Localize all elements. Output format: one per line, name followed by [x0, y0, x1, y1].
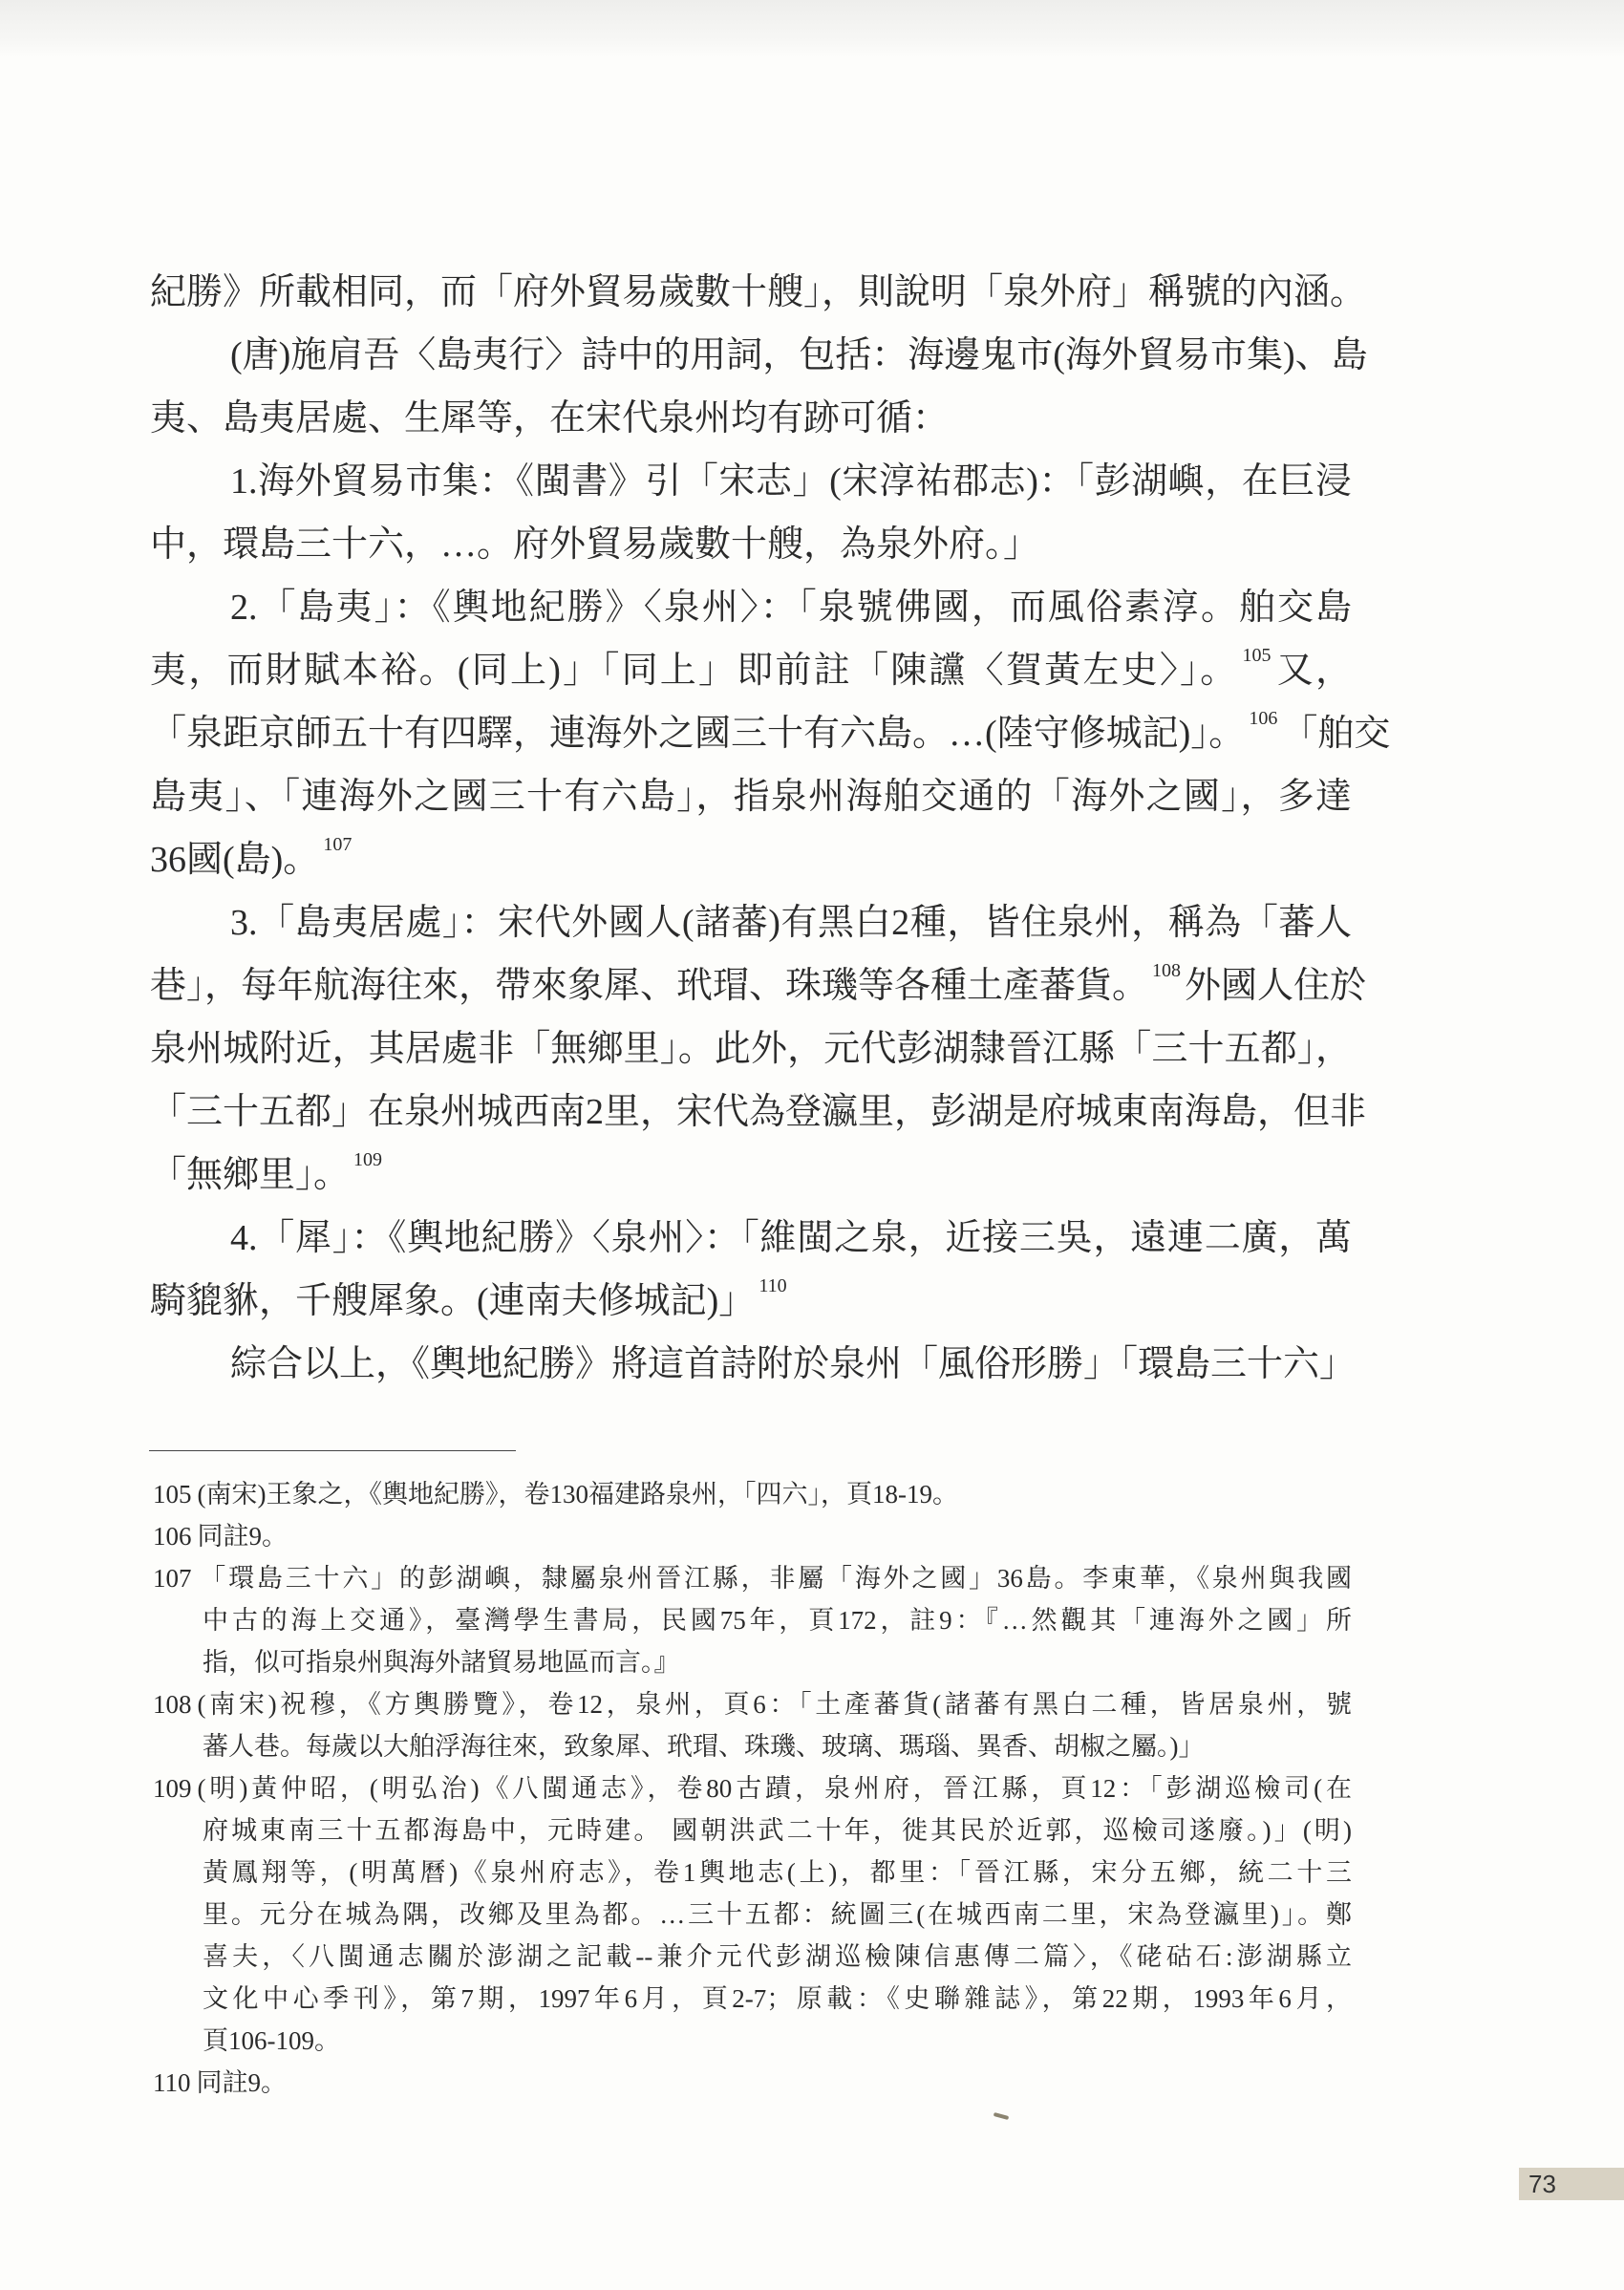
body-text-run: (唐)施肩吾〈島夷行〉詩中的用詞，包括：海邊鬼市(海外貿易市集)、島 [230, 335, 1368, 375]
footnote-number: 110 [153, 2068, 191, 2097]
body-text-run: 島夷」、「連海外之國三十有六島」，指泉州海舶交通的「海外之國」，多達 [150, 777, 1352, 817]
footnote-text: (南宋)王象之，《輿地紀勝》，卷130福建路泉州，「四六」，頁18-19。 [197, 1480, 958, 1509]
body-text-run: 中，環島三十六，…。府外貿易歲數十艘，為泉外府。」 [150, 524, 1040, 565]
footnote-text: 黃鳳翔等，(明萬曆)《泉州府志》，卷1輿地志(上)，都里：「晉江縣，宋分五鄉，統二十三 [203, 1858, 1352, 1887]
footnote-separator [149, 1450, 516, 1451]
page-number: 73 [1519, 2168, 1624, 2200]
footnote-text: 「環島三十六」的彭湖嶼，隸屬泉州晉江縣，非屬「海外之國」36島。李東華，《泉州與我國 [197, 1564, 1352, 1593]
body-line [150, 1333, 1357, 1396]
footnote-reference[interactable]: 108 [1152, 960, 1182, 981]
footnote-line [153, 1473, 1352, 1515]
body-line [150, 1207, 1352, 1270]
body-line [150, 261, 1367, 324]
footnote-reference[interactable]: 110 [759, 1275, 787, 1296]
footnote-text: 頁106-109。 [203, 2026, 340, 2055]
body-line [150, 513, 1352, 576]
body-text-run: 「無鄉里」。 [150, 1155, 351, 1195]
footnote-line [153, 1851, 1352, 1894]
footnote-text: 文化中心季刊》，第7期，1997年6月，頁2-7；原載：《史聯雜誌》，第22期，1993年6月， [203, 1984, 1352, 2013]
scan-speck [994, 2112, 1009, 2120]
footnote-line [153, 1599, 1352, 1641]
footnote-line [153, 1725, 1352, 1767]
footnote-text: 蕃人巷。每歲以大舶浮海往來，致象犀、玳瑁、珠璣、玻璃、瑪瑙、異香、胡椒之屬。)」 [203, 1732, 1205, 1761]
footnote-line [153, 1809, 1352, 1851]
footnote-reference[interactable]: 106 [1249, 708, 1278, 729]
footnote-text: 里。元分在城為隅，改鄉及里為都。…三十五都：統圖三(在城西南二里，宋為登瀛里)」。鄭 [203, 1900, 1352, 1929]
body-text-run: 2.「島夷」：《輿地紀勝》〈泉州〉：「泉號佛國，而風俗素淳。舶交島 [230, 588, 1352, 628]
footnote-number: 105 [153, 1480, 192, 1509]
footnote-number: 107 [153, 1564, 192, 1593]
footnote-reference[interactable]: 107 [323, 834, 353, 855]
body-line [150, 387, 1352, 450]
footnote-line [153, 2062, 1352, 2104]
footnote-text: 喜夫，〈八閩通志關於澎湖之記載--兼介元代彭湖巡檢陳信惠傳二篇〉，《硓𥑮石:澎湖縣立 [203, 1942, 1352, 1971]
footnote-text: 同註9。 [197, 1522, 288, 1551]
body-text-run: 又， [1274, 651, 1352, 691]
footnote-text: 府城東南三十五都海島中，元時建。 國朝洪武二十年，徙其民於近郭，巡檢司遂廢。)」(明) [203, 1816, 1352, 1845]
footnote-line [153, 1894, 1352, 1936]
body-text-run: 騎貔貅，千艘犀象。(連南夫修城記)」 [150, 1281, 756, 1321]
body-line [150, 828, 1352, 891]
footnote-text: 指，似可指泉州與海外諸貿易地區而言。』 [203, 1648, 680, 1677]
footnote-line [153, 1641, 1352, 1683]
footnote-number: 109 [153, 1774, 192, 1803]
footnote-line [153, 2020, 1352, 2062]
body-text-run: 外國人住於 [1185, 966, 1367, 1006]
body-text-run: 4.「犀」：《輿地紀勝》〈泉州〉：「維閩之泉，近接三吳，遠連二廣，萬 [230, 1218, 1352, 1258]
footnote-line [153, 1978, 1352, 2020]
footnotes [153, 1473, 1352, 2104]
body-text-run: 綜合以上，《輿地紀勝》將這首詩附於泉州「風俗形勝」「環島三十六」 [230, 1344, 1357, 1384]
body-text-run: 巷」，每年航海往來，帶來象犀、玳瑁、珠璣等各種土產蕃貨。 [150, 966, 1149, 1006]
footnote-line [153, 1936, 1352, 1978]
body-text-run: 「三十五都」在泉州城西南2里，宋代為登瀛里，彭湖是府城東南海島，但非 [150, 1092, 1367, 1132]
footnote-reference[interactable]: 105 [1242, 645, 1271, 666]
body-text-run: 夷，而財賦本裕。(同上)」「同上」即前註「陳讜〈賀黃左史〉」。 [150, 651, 1239, 691]
body-line [150, 702, 1391, 765]
body-line [150, 765, 1352, 828]
footnote-number: 108 [153, 1690, 192, 1719]
footnote-line [153, 1515, 1352, 1557]
footnote-line [153, 1767, 1352, 1809]
body-text-run: 泉州城附近，其居處非「無鄉里」。此外，元代彭湖隸晉江縣「三十五都」， [150, 1029, 1352, 1069]
body-line [150, 450, 1352, 513]
footnote-number: 106 [153, 1522, 192, 1551]
footnote-text: (南宋)祝穆，《方輿勝覽》，卷12，泉州，頁6：「土產蕃貨(諸蕃有黑白二種，皆居泉州，號 [197, 1690, 1352, 1719]
body-line [150, 639, 1352, 702]
body-text-run: 「泉距京師五十有四驛，連海外之國三十有六島。…(陸守修城記)」。 [150, 714, 1246, 754]
body-text-run: 夷、島夷居處、生犀等，在宋代泉州均有跡可循： [150, 398, 950, 439]
footnote-text: 同註9。 [196, 2068, 287, 2097]
footnote-reference[interactable]: 109 [353, 1149, 383, 1170]
body-line [150, 1270, 1352, 1333]
body-line [150, 1017, 1352, 1081]
body-line [150, 891, 1352, 954]
footnote-line [153, 1683, 1352, 1725]
footnote-line [153, 1557, 1352, 1599]
footnote-text: (明)黃仲昭，(明弘治)《八閩通志》，卷80古蹟，泉州府，晉江縣，頁12：「彭湖巡檢司(在 [197, 1774, 1352, 1803]
body-line [150, 324, 1368, 387]
body-line [150, 1144, 1352, 1207]
body-line [150, 954, 1367, 1017]
footnote-text: 中古的海上交通》，臺灣學生書局，民國75年，頁172，註9：『…然觀其「連海外之國」所 [203, 1606, 1352, 1635]
body-line [150, 1081, 1367, 1144]
body-text-run: 36國(島)。 [150, 840, 320, 880]
body-text [150, 261, 1391, 1396]
body-text-run: 紀勝》所載相同，而「府外貿易歲數十艘」，則說明「泉外府」稱號的內涵。 [150, 272, 1367, 312]
scan-top-shadow [0, 0, 1624, 57]
body-line [150, 576, 1352, 639]
body-text-run: 3.「島夷居處」：宋代外國人(諸蕃)有黑白2種，皆住泉州，稱為「蕃人 [230, 903, 1352, 943]
body-text-run: 「舶交 [1281, 714, 1391, 754]
body-text-run: 1.海外貿易市集：《閩書》引「宋志」(宋淳祐郡志)：「彭湖嶼，在巨浸 [230, 461, 1352, 502]
